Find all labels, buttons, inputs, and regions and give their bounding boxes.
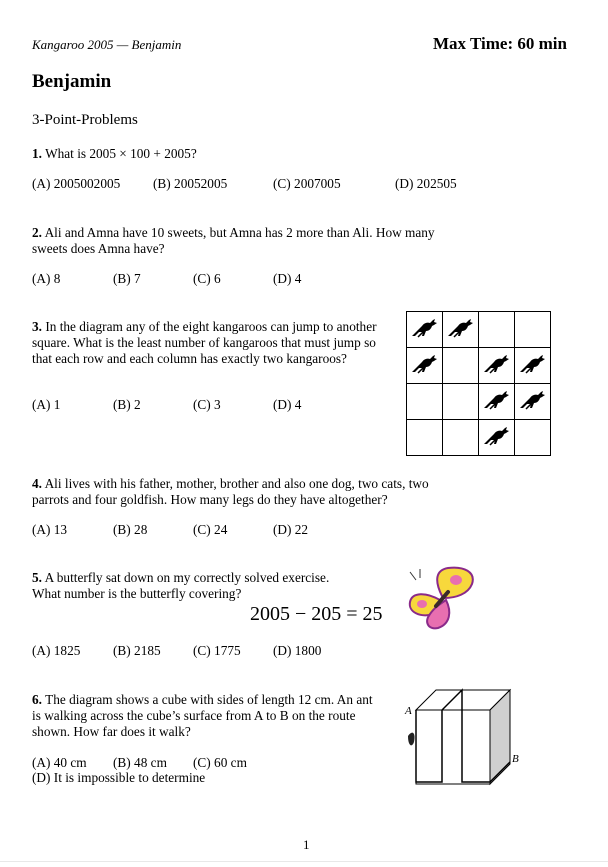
question-text: A butterfly sat down on my correctly solved exercise. What number is the butterfly covering?	[32, 570, 330, 601]
option-4c: (C) 24	[193, 522, 228, 537]
option-6a: (A) 40 cm	[32, 755, 87, 770]
question-number: 4.	[32, 476, 42, 491]
option-4b: (B) 28	[113, 522, 148, 537]
grid-cell	[479, 348, 515, 384]
header-left: Kangaroo 2005 — Benjamin	[32, 37, 182, 52]
option-2a: (A) 8	[32, 271, 61, 286]
option-5b: (B) 2185	[113, 643, 161, 658]
option-3d: (D) 4	[273, 397, 302, 412]
option-3b: (B) 2	[113, 397, 141, 412]
grid-cell	[443, 384, 479, 420]
option-4a: (A) 13	[32, 522, 68, 537]
option-2d: (D) 4	[273, 271, 302, 286]
grid-cell	[515, 384, 551, 420]
option-4d: (D) 22	[273, 522, 309, 537]
option-6b: (B) 48 cm	[113, 755, 167, 770]
header-right: Max Time: 60 min	[433, 34, 567, 53]
grid-cell	[443, 312, 479, 348]
option-1d: (D) 202505	[395, 176, 457, 191]
option-3c: (C) 3	[193, 397, 221, 412]
question-text: The diagram shows a cube with sides of length 12 cm. An ant is walking across the cube’s surface from A to B on the route shown. How far does it walk?	[32, 692, 373, 739]
grid-cell	[479, 384, 515, 420]
equation: 2005 − 205 = 25	[250, 603, 383, 625]
page-title: Benjamin	[32, 71, 112, 92]
question-number: 1.	[32, 146, 42, 161]
grid-cell	[515, 348, 551, 384]
grid-cell	[515, 312, 551, 348]
option-5c: (C) 1775	[193, 643, 241, 658]
question-2	[32, 225, 457, 257]
grid-cell	[407, 420, 443, 456]
kangaroo-icon	[518, 352, 548, 379]
question-number: 5.	[32, 570, 42, 585]
question-1	[32, 146, 452, 162]
question-text: Ali lives with his father, mother, brother and also one dog, two cats, two parrots and four goldfish. How many legs do they have altogether?	[32, 476, 429, 507]
grid-cell	[479, 312, 515, 348]
question-text: What is 2005 × 100 + 2005?	[45, 146, 197, 161]
grid-cell	[479, 420, 515, 456]
question-4	[32, 476, 452, 508]
grid-cell	[443, 420, 479, 456]
kangaroo-icon	[482, 388, 512, 415]
option-2b: (B) 7	[113, 271, 141, 286]
grid-cell	[515, 420, 551, 456]
kangaroo-grid	[406, 311, 551, 456]
grid-cell	[443, 348, 479, 384]
question-number: 3.	[32, 319, 42, 334]
option-3a: (A) 1	[32, 397, 61, 412]
kangaroo-icon	[410, 316, 440, 343]
question-text: In the diagram any of the eight kangaroos can jump to another square. What is the least number of kangaroos that must jump so that each row and each column has exactly two kangaroos?	[32, 319, 377, 366]
option-6c: (C) 60 cm	[193, 755, 247, 770]
option-1b: (B) 20052005	[153, 176, 228, 191]
kangaroo-icon	[482, 352, 512, 379]
option-5a: (A) 1825	[32, 643, 81, 658]
option-1a: (A) 2005002005	[32, 176, 121, 191]
grid-cell	[407, 312, 443, 348]
question-number: 2.	[32, 225, 42, 240]
question-text: Ali and Amna have 10 sweets, but Amna has 2 more than Ali. How many sweets does Amna have?	[32, 225, 435, 256]
option-6d: (D) It is impossible to determine	[32, 770, 206, 785]
option-5d: (D) 1800	[273, 643, 322, 658]
cube-diagram	[398, 686, 526, 786]
grid-cell	[407, 384, 443, 420]
section-title: 3-Point-Problems	[32, 112, 138, 128]
kangaroo-icon	[446, 316, 476, 343]
bottom-divider	[0, 861, 608, 862]
kangaroo-icon	[518, 388, 548, 415]
grid-cell	[407, 348, 443, 384]
cube-label-a: A	[405, 705, 412, 717]
kangaroo-icon	[410, 352, 440, 379]
question-6	[32, 692, 382, 740]
option-1c: (C) 2007005	[273, 176, 341, 191]
page-number: 1	[303, 837, 310, 852]
question-number: 6.	[32, 692, 42, 707]
question-5	[32, 570, 352, 602]
butterfly-icon	[406, 566, 482, 632]
kangaroo-icon	[482, 424, 512, 451]
question-3	[32, 319, 377, 367]
option-2c: (C) 6	[193, 271, 221, 286]
cube-label-b: B	[512, 753, 519, 765]
